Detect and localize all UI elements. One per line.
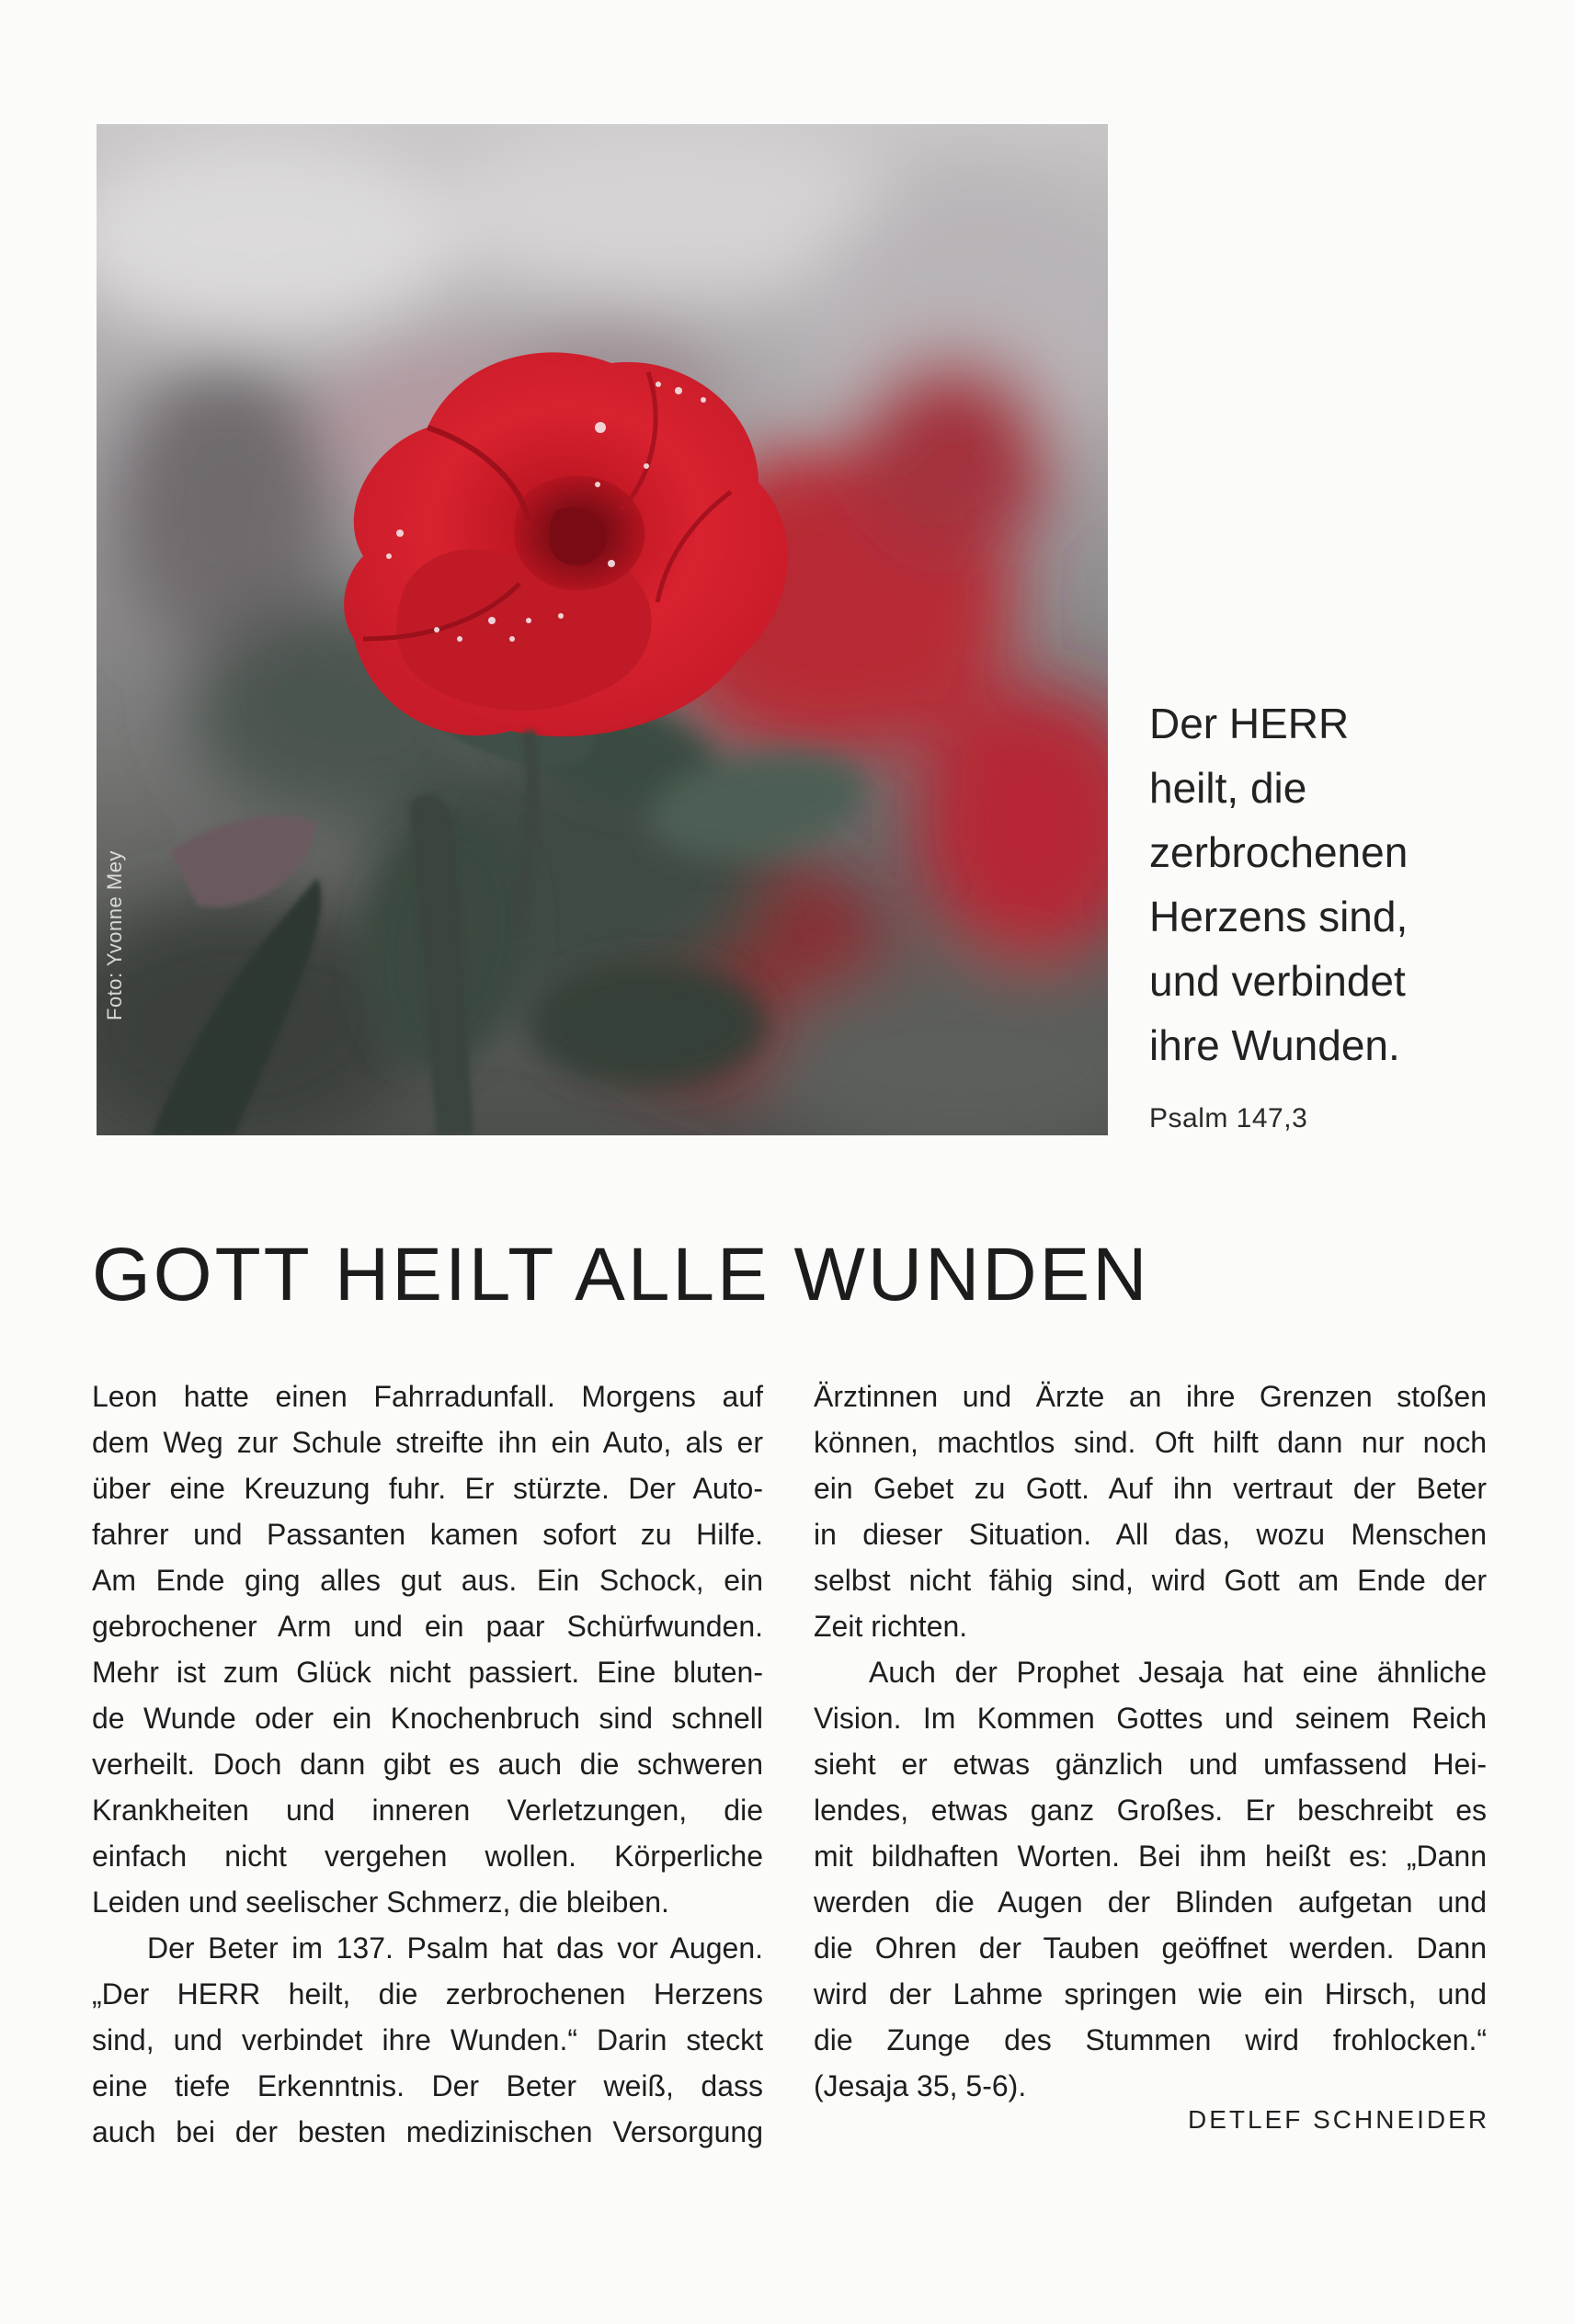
quote-line: heilt, die [1149, 764, 1307, 812]
text-line: Leon hatte einen Fahrradunfall. Morgens auf [92, 1380, 763, 1413]
text-line: Ärztinnen und Ärzte an ihre Grenzen stoßen [814, 1380, 1487, 1413]
text-line: Vision. Im Kommen Gottes und seinem Reich [814, 1702, 1487, 1735]
text-line: Krankheiten und inneren Verletzungen, die [92, 1794, 763, 1827]
text-line: Leiden und seelischer Schmerz, die bleiben. [92, 1885, 669, 1919]
text-line: in dieser Situation. All das, wozu Menschen [814, 1518, 1487, 1551]
text-line: sieht er etwas gänzlich und umfassend Hei- [814, 1748, 1487, 1781]
text-line: werden die Augen der Blinden aufgetan und [814, 1885, 1487, 1919]
rose-photo-graphic [97, 124, 1108, 1135]
text-line: „Der HERR heilt, die zerbrochenen Herzens [92, 1977, 763, 2011]
article-author: DETLEF SCHNEIDER [1188, 2105, 1490, 2134]
text-line: Auch der Prophet Jesaja hat eine ähnliche [869, 1656, 1487, 1689]
rose-photo [97, 124, 1108, 1135]
text-line: lendes, etwas ganz Großes. Er beschreibt es [814, 1794, 1487, 1827]
bible-quote [1149, 691, 1535, 1077]
text-line: selbst nicht fähig sind, wird Gott am Ende der [814, 1564, 1487, 1597]
text-line: wird der Lahme springen wie ein Hirsch, und [814, 1977, 1487, 2011]
text-line: sind, und verbindet ihre Wunden.“ Darin steckt [92, 2023, 763, 2056]
text-line: fahrer und Passanten kamen sofort zu Hilfe. [92, 1518, 763, 1551]
text-line: über eine Kreuzung fuhr. Er stürzte. Der Auto- [92, 1472, 763, 1505]
text-line: Zeit richten. [814, 1610, 968, 1643]
quote-line: und verbindet [1149, 957, 1406, 1005]
quote-source: Psalm 147,3 [1149, 1103, 1308, 1134]
quote-line: zerbrochenen [1149, 828, 1409, 876]
photo-credit: Foto: Yvonne Mey [103, 850, 126, 1020]
text-line: Mehr ist zum Glück nicht passiert. Eine bluten- [92, 1656, 763, 1689]
text-line: die Zunge des Stummen wird frohlocken.“ [814, 2023, 1487, 2056]
article-column-left [92, 1373, 763, 2155]
text-line: Der Beter im 137. Psalm hat das vor Augen. [147, 1931, 763, 1965]
text-line: mit bildhaften Worten. Bei ihm heißt es: „Dann [814, 1840, 1487, 1873]
text-line: Am Ende ging alles gut aus. Ein Schock, ein [92, 1564, 763, 1597]
text-line: auch bei der besten medizinischen Versorgung [92, 2115, 763, 2148]
text-line: gebrochener Arm und ein paar Schürfwunden. [92, 1610, 763, 1643]
quote-line: ihre Wunden. [1149, 1021, 1400, 1069]
article-title: GOTT HEILT ALLE WUNDEN [92, 1233, 1150, 1316]
text-line: (Jesaja 35, 5-6). [814, 2069, 1027, 2102]
text-line: de Wunde oder ein Knochenbruch sind schnell [92, 1702, 763, 1735]
text-line: ein Gebet zu Gott. Auf ihn vertraut der Beter [814, 1472, 1487, 1505]
text-line: können, machtlos sind. Oft hilft dann nur noch [814, 1426, 1487, 1459]
text-line: die Ohren der Tauben geöffnet werden. Dann [814, 1931, 1487, 1965]
text-line: verheilt. Doch dann gibt es auch die schweren [92, 1748, 763, 1781]
text-line: dem Weg zur Schule streifte ihn ein Auto, als er [92, 1426, 763, 1459]
text-line: eine tiefe Erkenntnis. Der Beter weiß, dass [92, 2069, 763, 2102]
quote-line: Der HERR [1149, 700, 1350, 747]
quote-line: Herzens sind, [1149, 893, 1409, 940]
text-line: einfach nicht vergehen wollen. Körperliche [92, 1840, 763, 1873]
article-column-right [814, 1373, 1487, 2109]
